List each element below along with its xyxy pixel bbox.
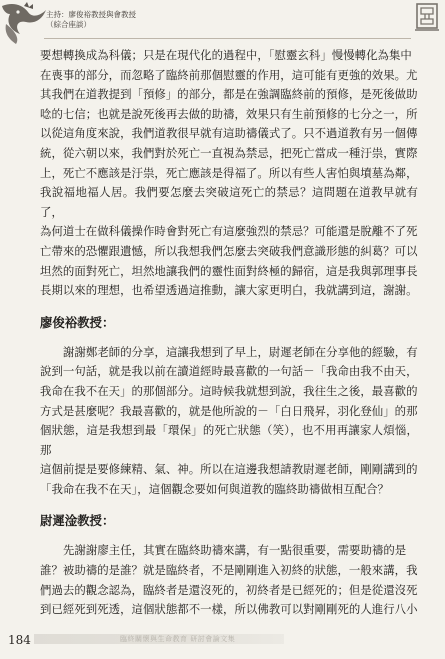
text-line: 到已經死到死透，這個狀態都不一樣，所以佛教可以對剛剛死的人進行八小 [40, 602, 418, 617]
paragraph-liao [40, 314, 418, 500]
text-line: 坦然的面對死亡，坦然地讓我們的靈性面對終極的歸宿，這是我與郭理事長 [40, 263, 418, 278]
text-line: 這個前提是要修練精、氣、神。所以在這邊我想請教尉遲老師，剛剛講到的 [40, 462, 418, 477]
text-line: 其我們在道教提到「預修」的部分，都是在強調臨終前的預修，是死後做助 [40, 87, 418, 102]
text-line: 說到一句話，就是我以前在讀道經時最喜歡的一句話－「我命由我不由天， [40, 364, 418, 379]
text-line: 誰？被助禱的是誰？就是臨終者，不是剛剛進入初終的狀態，一般來講，我 [40, 563, 418, 578]
text-line: 先謝謝廖主任，其實在臨終助禱來講，有一點很重要，需要助禱的是 [63, 543, 407, 558]
page-number: 184 [8, 633, 31, 647]
text-line: 謝謝鄭老師的分享，這讓我想到了早上，尉遲老師在分享他的經驗，有 [63, 344, 418, 359]
text-line: 們過去的觀念認為，臨終者是還沒死的，初終者是已經死的；但是從還沒死 [40, 582, 418, 597]
text-line: 要想轉換成為科儀；只是在現代化的過程中，「慰靈玄科」慢慢轉化為集中 [40, 48, 412, 62]
text-line: 唸的七信；也就是說死後再去做的助禱，效果只有生前預修的七分之一，所 [40, 106, 418, 121]
header-rule [44, 38, 411, 39]
text-line: 我說福地福人居。我們要怎麼去突破這死亡的禁忌？這問題在道教早就有了， [40, 185, 418, 219]
header-host-line: 主持：廖俊裕教授與會教授 [46, 10, 136, 19]
header-session-line: （綜合座談） [46, 20, 91, 29]
text-line: 統，從六朝以來，我們對於死亡一直視為禁忌，把死亡當成一種汙祟，實際 [40, 145, 418, 160]
speaker-heading: 廖俊裕教授： [40, 314, 115, 330]
paragraph-zheng [40, 46, 418, 301]
text-line: 亡帶來的恐懼跟遺憾，所以我想我們怎麼去突破我們意識形態的糾葛？可以 [40, 243, 418, 258]
footer-running-text: 臨終關懷與生命教育 研討會論文集 [120, 635, 236, 643]
corner-ornament-icon [412, 2, 442, 34]
text-line: 長期以來的理想，也希望透過這推動，讓大家更明白，我就講到這，謝謝。 [40, 283, 418, 298]
page-header [0, 0, 445, 42]
header-text [46, 10, 136, 30]
paragraph-yuchi [40, 512, 418, 619]
text-line: 個狀態，這是我想到最「環保」的死亡狀態（笑），也不用再讓家人煩惱，那 [40, 423, 418, 457]
text-line: 在喪事的部分，而忽略了臨終前那個慰靈的作用，這可能有更強的效果。尤 [40, 67, 418, 82]
text-line: 為何道士在做科儀操作時會對死亡有這麼強烈的禁忌？可能還是脫離不了死 [40, 224, 418, 239]
text-line: 方式是甚麼呢？我最喜歡的，就是他所說的－「白日飛昇，羽化登仙」的那 [40, 403, 418, 418]
text-line: 上，死亡不應該是汙祟，死亡應該是得福了。所以有些人害怕與墳墓為鄰， [40, 165, 418, 180]
text-line: 「我命在我不在天」，這個觀念要如何與道教的臨終助禱做相互配合？ [40, 481, 389, 496]
text-line: 我命在我不在天」的那個部分。這時候我就想到說，我往生之後，最喜歡的 [40, 383, 418, 398]
speaker-heading: 尉遲淦教授： [40, 513, 115, 529]
body-text [40, 46, 418, 620]
text-line: 以從這角度來說，我們道教很早就有這助禱儀式了。只不過道教有另一個傳 [40, 126, 418, 141]
